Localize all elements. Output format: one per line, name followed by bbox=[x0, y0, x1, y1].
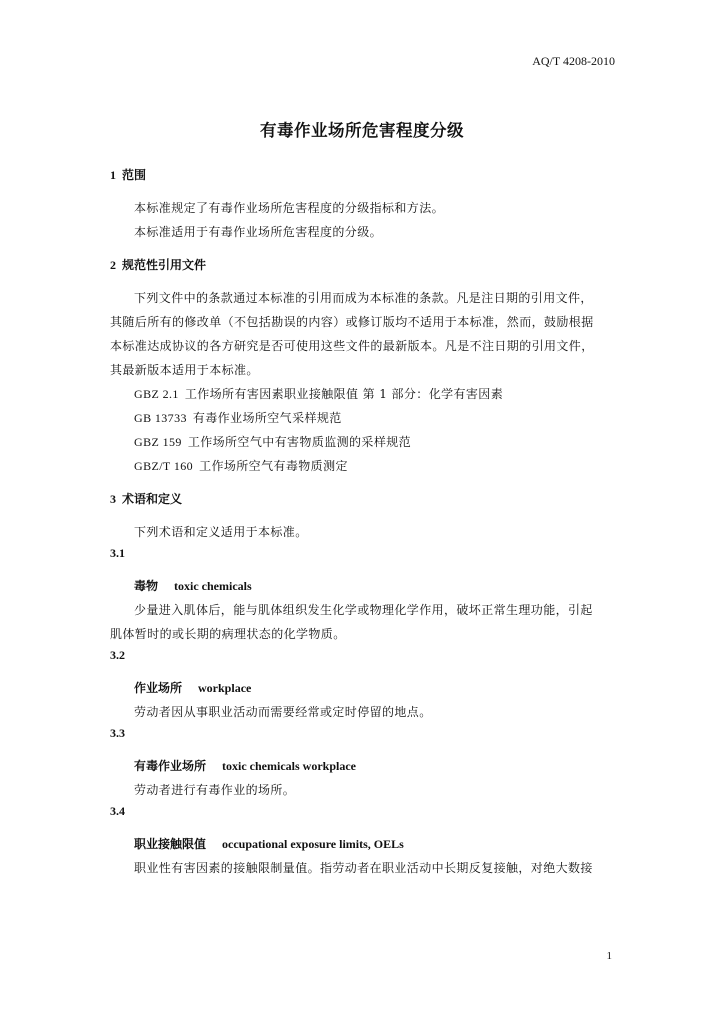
reference-item bbox=[110, 454, 615, 478]
term-heading bbox=[110, 832, 615, 856]
term-number: 3.3 bbox=[110, 726, 125, 740]
reference-title: 工作场所空气中有害物质监测的采样规范 bbox=[187, 435, 412, 449]
page-number: 1 bbox=[606, 950, 612, 962]
term-chinese: 有毒作业场所 bbox=[134, 759, 207, 773]
reference-item bbox=[110, 382, 615, 406]
term-english: toxic chemicals workplace bbox=[222, 759, 356, 773]
standard-code: AQ/T 4208-2010 bbox=[532, 54, 615, 68]
term-definition-line: 肌体暂时的或长期的病理状态的化学物质。 bbox=[110, 627, 346, 641]
section-number: 3 bbox=[110, 492, 116, 506]
paragraph-line: 其随后所有的修改单（不包括勘误的内容）或修订版均不适用于本标准，然而，鼓励根据 bbox=[110, 315, 594, 329]
section-heading-refs bbox=[110, 256, 615, 274]
term-english: occupational exposure limits, OELs bbox=[222, 837, 404, 851]
section-title: 规范性引用文件 bbox=[122, 258, 207, 272]
paragraph: 下列术语和定义适用于本标准。 bbox=[134, 525, 308, 539]
term-heading bbox=[110, 754, 615, 778]
term-number: 3.4 bbox=[110, 804, 125, 818]
paragraph-line: 其最新版本适用于本标准。 bbox=[110, 363, 259, 377]
paragraph-line: 本标准达成协议的各方研究是否可使用这些文件的最新版本。凡是不注日期的引用文件， bbox=[110, 339, 594, 353]
reference-item bbox=[110, 406, 615, 430]
term-english: toxic chemicals bbox=[174, 579, 252, 593]
term-definition-line: 劳动者因从事职业活动而需要经常或定时停留的地点。 bbox=[134, 705, 432, 719]
paragraph: 本标准适用于有毒作业场所危害程度的分级。 bbox=[134, 225, 383, 239]
section-number: 2 bbox=[110, 258, 116, 272]
term-number: 3.1 bbox=[110, 546, 125, 560]
term-number: 3.2 bbox=[110, 648, 125, 662]
term-definition-line: 劳动者进行有毒作业的场所。 bbox=[134, 783, 296, 797]
section-heading-scope bbox=[110, 166, 615, 184]
term-chinese: 毒物 bbox=[134, 579, 159, 593]
reference-title: 工作场所有害因素职业接触限值 第 1 部分：化学有害因素 bbox=[184, 387, 504, 401]
section-heading-terms bbox=[110, 490, 615, 508]
term-heading bbox=[110, 574, 615, 598]
section-number: 1 bbox=[110, 168, 116, 182]
term-chinese: 作业场所 bbox=[134, 681, 183, 695]
paragraph: 本标准规定了有毒作业场所危害程度的分级指标和方法。 bbox=[134, 201, 445, 215]
reference-code: GBZ 159 bbox=[134, 435, 182, 449]
reference-code: GBZ 2.1 bbox=[134, 387, 179, 401]
section-title: 范围 bbox=[122, 168, 147, 182]
reference-item bbox=[110, 430, 615, 454]
term-chinese: 职业接触限值 bbox=[134, 837, 207, 851]
term-definition-line: 少量进入肌体后，能与肌体组织发生化学或物理化学作用，破坏正常生理功能，引起 bbox=[134, 603, 593, 617]
reference-code: GB 13733 bbox=[134, 411, 187, 425]
term-heading bbox=[110, 676, 615, 700]
document-body bbox=[110, 166, 615, 880]
term-definition-line: 职业性有害因素的接触限制量值。指劳动者在职业活动中长期反复接触，对绝大数接 bbox=[134, 861, 593, 875]
term-english: workplace bbox=[198, 681, 252, 695]
section-title: 术语和定义 bbox=[122, 492, 183, 506]
document-title: 有毒作业场所危害程度分级 bbox=[260, 121, 464, 140]
reference-title: 工作场所空气有毒物质测定 bbox=[199, 459, 348, 473]
paragraph-line: 下列文件中的条款通过本标准的引用而成为本标准的条款。凡是注日期的引用文件， bbox=[134, 291, 593, 305]
reference-code: GBZ/T 160 bbox=[134, 459, 194, 473]
reference-title: 有毒作业场所空气采样规范 bbox=[192, 411, 342, 425]
